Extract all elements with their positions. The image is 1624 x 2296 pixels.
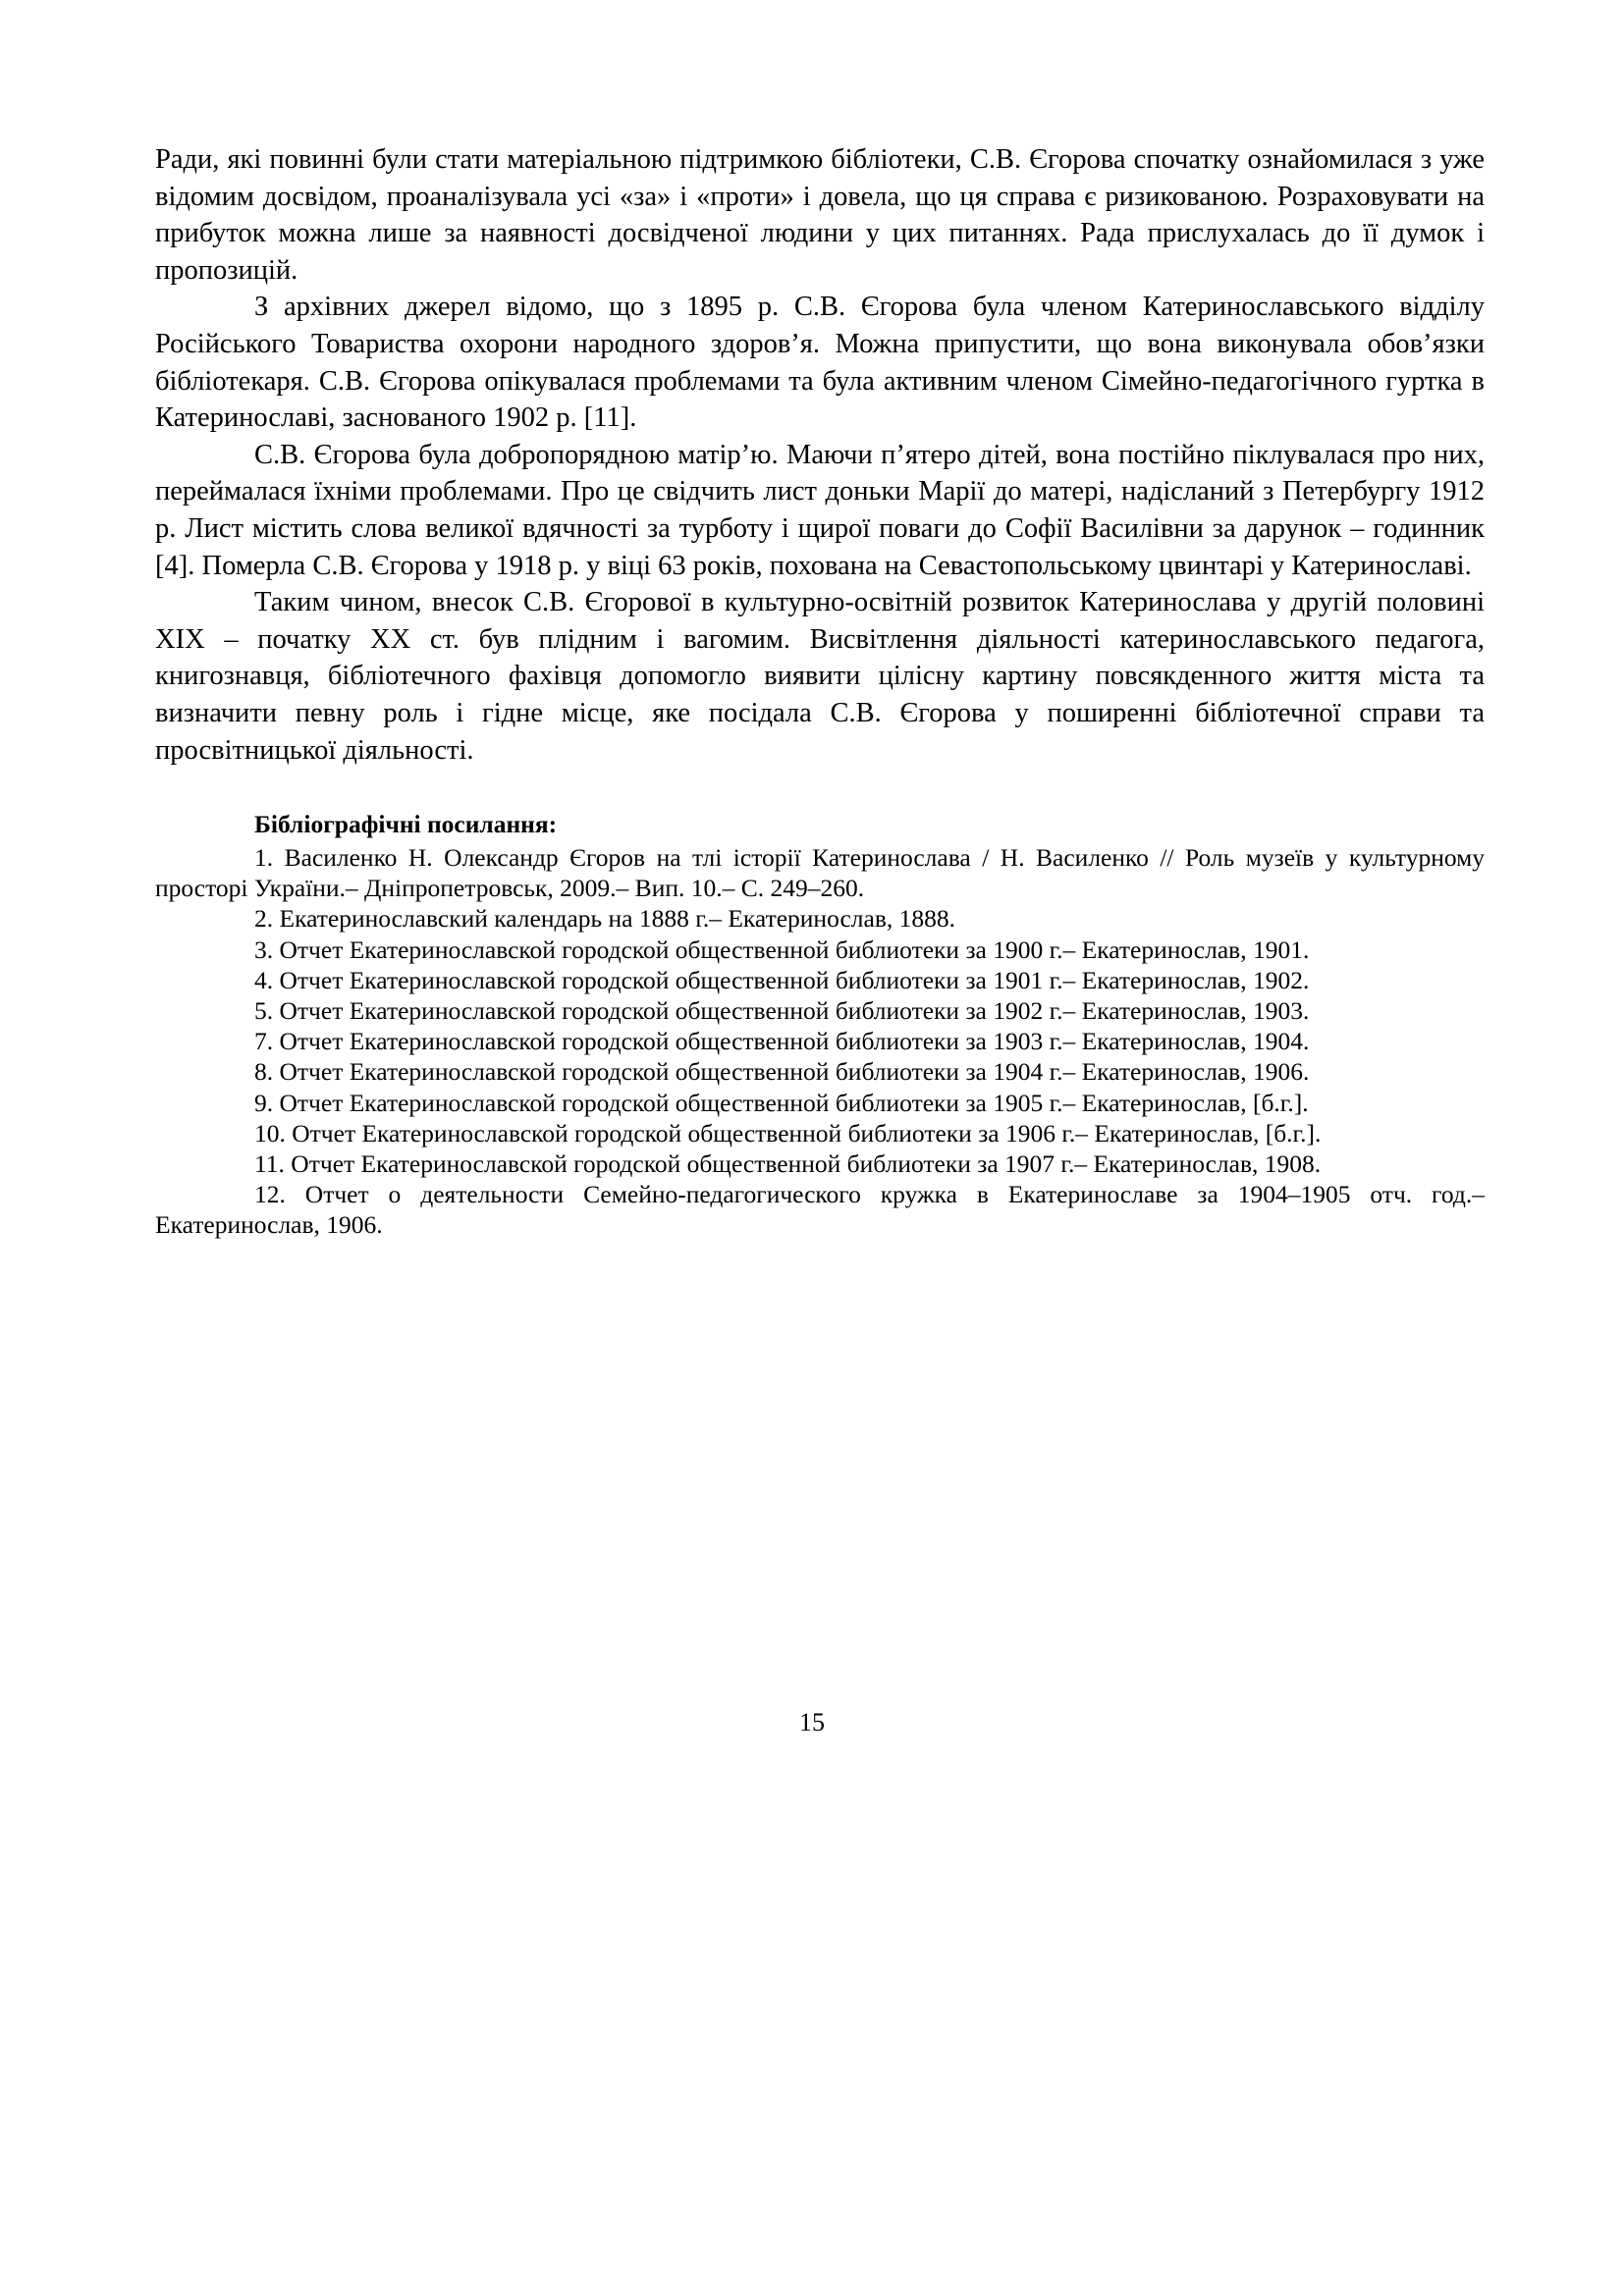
- bibliography-item: 3. Отчет Екатеринославской городской общественной библиотеки за 1900 г.– Екатеринослав, 1901.: [254, 934, 1310, 964]
- paragraph-archive-sources: З архівних джерел відомо, що з 1895 р. С.В. Єгорова була членом Катеринославського відділу Російського Товариства охорони народного здоров’я. Можна припустити, що вона виконувала обов’язки бібліотекаря. С.В. Єгорова опікувалася проблемами та була активним членом Сімейно-педагогічного гуртка в Катеринославі, заснованого 1902 р. [11].: [155, 292, 1485, 434]
- bibliography-item: 9. Отчет Екатеринославской городской общественной библиотеки за 1905 г.– Екатеринослав, [б.г.].: [254, 1088, 1309, 1117]
- bibliography-item: 1. Василенко Н. Олександр Єгоров на тлі історії Катеринослава / Н. Василенко // Роль музеїв у культурному просторі України.– Дніпропетровськ, 2009.– Вип. 10.– С. 249–260.: [155, 843, 1485, 903]
- bibliography-item: 12. Отчет о деятельности Семейно-педагогического кружка в Екатеринославе за 1904–1905 отч. год.– Екатеринослав, 1906.: [155, 1180, 1485, 1240]
- paragraph-continuation: Ради, які повинні були стати матеріальною підтримкою бібліотеки, С.В. Єгорова спочатку ознайомилася з уже відомим досвідом, проаналізувала усі «за» і «проти» і довела, що ця справа є ризикованою. Розраховувати на прибуток можна лише за наявності досвідченої людини у цих питаннях. Рада прислухалась до її думок і пропозицій.: [155, 144, 1485, 286]
- bibliography-item: 4. Отчет Екатеринославской городской общественной библиотеки за 1901 г.– Екатеринослав, 1902.: [254, 965, 1310, 994]
- bibliography-item: 10. Отчет Екатеринославской городской общественной библиотеки за 1906 г.– Екатеринослав, [б.г.].: [254, 1118, 1322, 1148]
- bibliography-heading: Бібліографічні посилання:: [254, 810, 558, 838]
- page-number: 15: [799, 1708, 825, 1736]
- bibliography-list: [155, 842, 1485, 1241]
- paragraph-conclusion: Таким чином, внесок С.В. Єгорової в культурно-освітній розвиток Катеринослава у другій половині XIX – початку XX ст. був плідним і вагомим. Висвітлення діяльності катеринославського педагога, книгознавця, бібліотечного фахівця допомогло виявити цілісну картину повсякденного життя міста та визначити певну роль і гідне місце, яке посідала С.В. Єгорова у поширенні бібліотечної справи та просвітницької діяльності.: [155, 587, 1485, 766]
- bibliography-item: 7. Отчет Екатеринославской городской общественной библиотеки за 1903 г.– Екатеринослав, 1904.: [254, 1027, 1310, 1056]
- bibliography-item: 11. Отчет Екатеринославской городской общественной библиотеки за 1907 г.– Екатеринослав, 1908.: [254, 1149, 1322, 1179]
- bibliography-item: 8. Отчет Екатеринославской городской общественной библиотеки за 1904 г.– Екатеринослав, 1906.: [254, 1057, 1310, 1087]
- bibliography-item: 5. Отчет Екатеринославской городской общественной библиотеки за 1902 г.– Екатеринослав, 1903.: [254, 996, 1310, 1026]
- paragraph-family: С.В. Єгорова була добропорядною матір’ю. Маючи п’ятеро дітей, вона постійно піклувалася про них, переймалася їхніми проблемами. Про це свідчить лист доньки Марії до матері, надісланий з Петербургу 1912 р. Лист містить слова великої вдячності за турботу і щирої поваги до Софії Василівни за дарунок – годинник [4]. Померла С.В. Єгорова у 1918 р. у віці 63 років, похована на Севастопольському цвинтарі у Катеринославі.: [155, 439, 1485, 581]
- bibliography-item: 2. Екатеринославский календарь на 1888 г.– Екатеринослав, 1888.: [254, 904, 955, 934]
- bibliography-section: [155, 809, 1485, 1241]
- body-text: [155, 141, 1485, 769]
